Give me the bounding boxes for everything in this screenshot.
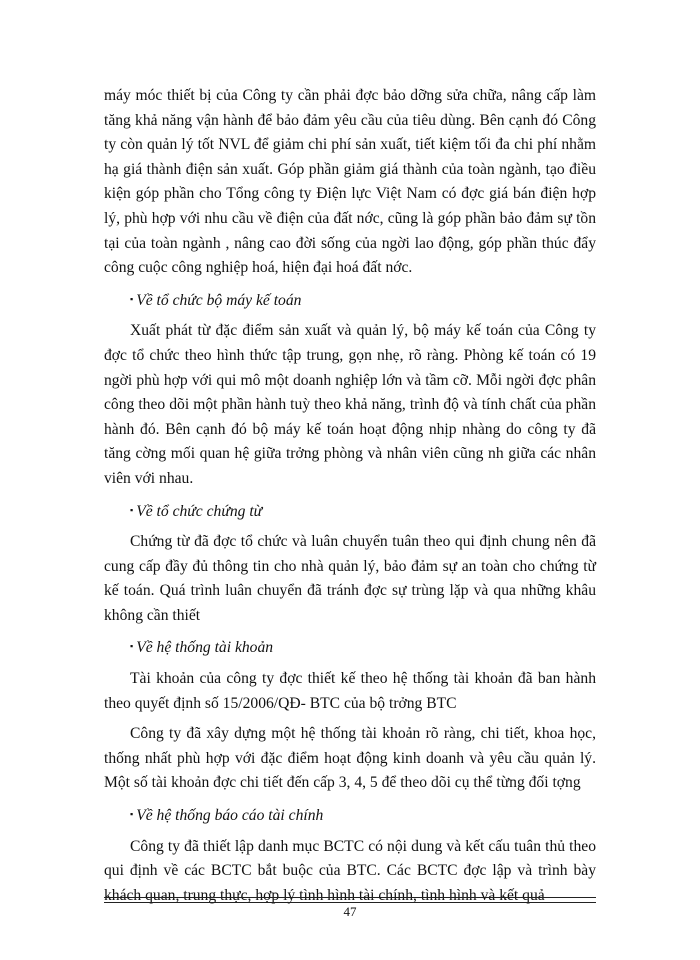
bullet-icon: ▪: [130, 504, 134, 515]
paragraph: Xuất phát từ đặc điểm sản xuất và quản lý, bộ máy kế toán của Công ty đợc tổ chức theo hình thức tập trung, gọn nhẹ, rõ ràng. Phòng kế toán có 19 ngời phù hợp với qui mô một doanh nghiệp lớn và tầm cỡ. Mỗi ngời đợc phân công theo dõi một phần hành tuỳ theo khả năng, trình độ và tính chất của phần hành đó. Bên cạnh đó bộ máy kế toán hoạt động nhịp nhàng do công ty đã tăng cờng mối quan hệ giữa trởng phòng và nhân viên cũng nh giữa các nhân viên với nhau.: [104, 322, 596, 487]
paragraph: Công ty đã xây dựng một hệ thống tài khoản rõ ràng, chi tiết, khoa học, thống nhất phù hợp với đặc điểm hoạt động kinh doanh và yêu cầu quản lý. Một số tài khoản đợc chi tiết đến cấp 3, 4, 5 để theo dõi cụ thể từng đối tợng: [104, 725, 596, 792]
section-heading-text: Về hệ thống tài khoản: [136, 639, 274, 657]
paragraph: Công ty đã thiết lập danh mục BCTC có nội dung và kết cấu tuân thủ theo qui định về các BCTC bắt buộc của BTC. Các BCTC đợc lập và trình bày khách quan, trung thực, hợp lý tình hình tài chính, tình hình và kết quả: [104, 837, 596, 904]
paragraph: Tài khoản của công ty đợc thiết kế theo hệ thống tài khoản đã ban hành theo quyết định số 15/2006/QĐ- BTC của bộ trởng BTC: [104, 670, 596, 712]
section-heading: [104, 802, 596, 829]
paragraph: máy móc thiết bị của Công ty cần phải đợc bảo dỡng sửa chữa, nâng cấp làm tăng khả năng vận hành để bảo đảm yêu cầu của tiêu dùng. Bên cạnh đó Công ty còn quản lý tốt NVL để giảm chi phí sản xuất, tiết kiệm tối đa chi phí nhằm hạ giá thành điện sản xuất. Góp phần giảm giá thành của toàn ngành, tạo điều kiện góp phần cho Tổng công ty Điện lực Việt Nam có đợc giá bán điện hợp lý, phù hợp với nhu cầu về điện của đất nớc, cũng là góp phần bảo đảm sự tồn tại của toàn ngành , nâng cao đời sống của ngời lao động, góp phần thúc đẩy công cuộc công nghiệp hoá, hiện đại hoá đất nớc.: [104, 87, 596, 277]
bullet-icon: ▪: [130, 293, 134, 304]
section-heading: [104, 287, 596, 314]
body-text: [104, 84, 596, 914]
section-heading-text: Về tổ chức bộ máy kế toán: [136, 291, 302, 309]
footer-divider: [104, 897, 596, 903]
section-heading-text: Về tổ chức chứng từ: [136, 502, 263, 520]
section-heading: [104, 634, 596, 661]
paragraph: Chứng từ đã đợc tổ chức và luân chuyển tuân theo qui định chung nên đã cung cấp đầy đủ thông tin cho nhà quản lý, bảo đảm sự an toàn cho chứng từ kế toán. Quá trình luân chuyển đã tránh đợc sự trùng lặp và qua những khâu không cần thiết: [104, 533, 596, 624]
page-number: 47: [343, 904, 357, 919]
section-heading-text: Về hệ thống báo cáo tài chính: [136, 807, 324, 825]
bullet-icon: ▪: [130, 809, 134, 820]
section-heading: [104, 498, 596, 525]
bullet-icon: ▪: [130, 641, 134, 652]
